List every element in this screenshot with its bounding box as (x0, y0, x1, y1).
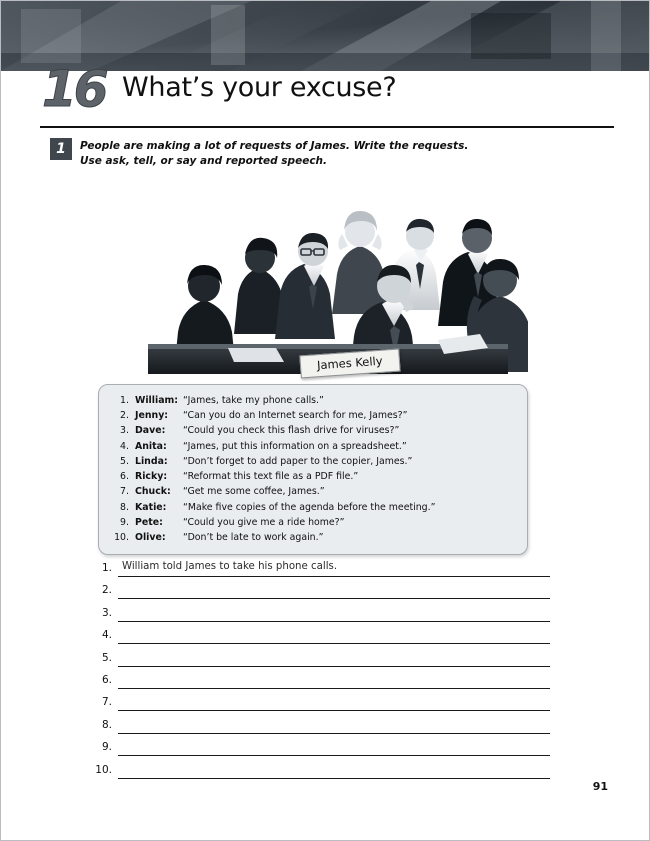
quote-number: 6. (120, 471, 129, 483)
exercise-directions (80, 139, 500, 169)
answer-rule (118, 576, 550, 577)
quote-text: “Make five copies of the agenda before the meeting.” (183, 501, 436, 513)
quote-number: 1. (120, 395, 129, 406)
quote-item (109, 439, 517, 454)
answer-number: 6. (101, 673, 112, 686)
answer-row[interactable] (90, 739, 550, 761)
quote-item (109, 515, 517, 530)
quote-number: 5. (120, 455, 129, 467)
quote-number: 7. (120, 486, 129, 498)
answer-row[interactable] (90, 560, 550, 582)
quote-item (109, 393, 517, 408)
page-number: 91 (592, 780, 608, 793)
answer-rule (118, 688, 550, 689)
answer-row[interactable] (90, 672, 550, 694)
quote-text: “James, put this information on a spreadsheet.” (183, 440, 407, 452)
quote-text: “Could you check this flash drive for viruses?” (183, 425, 400, 437)
quote-item (109, 530, 517, 545)
answer-number: 5. (101, 651, 112, 664)
quote-speaker: Linda: (135, 455, 168, 467)
answer-rule (118, 643, 550, 644)
quote-number: 2. (120, 410, 129, 422)
answer-row[interactable] (90, 605, 550, 627)
page-title: What’s your excuse? (122, 72, 397, 103)
quote-speaker: Anita: (135, 440, 167, 452)
answer-row[interactable] (90, 627, 550, 649)
office-meeting-illustration (108, 172, 528, 382)
answer-number: 9. (101, 741, 112, 754)
answer-number: 3. (101, 606, 112, 619)
quote-text: “Get me some coffee, James.” (183, 486, 325, 498)
answer-rule (118, 666, 550, 667)
quote-speaker: William: (135, 395, 179, 406)
header-divider (40, 126, 614, 128)
quote-number: 8. (120, 501, 129, 513)
quote-item (109, 454, 517, 469)
quote-item (109, 408, 517, 423)
answer-rule (118, 598, 550, 599)
quote-number: 9. (120, 516, 129, 528)
quote-speaker: Chuck: (135, 486, 171, 498)
quote-speaker: Pete: (135, 516, 163, 528)
quote-item (109, 484, 517, 499)
quote-text: “Don’t be late to work again.” (183, 532, 324, 544)
directions-line-1: People are making a lot of requests of James. Write the requests. (80, 140, 469, 152)
quote-text: “Don’t forget to add paper to the copier, James.” (183, 455, 413, 467)
answer-row[interactable] (90, 717, 550, 739)
answer-number: 2. (101, 584, 112, 597)
answer-number: 7. (101, 696, 112, 709)
answer-rule (118, 621, 550, 622)
answer-row[interactable] (90, 694, 550, 716)
quote-speaker: Katie: (135, 501, 167, 513)
quote-text: “Reformat this text file as a PDF file.” (183, 471, 359, 483)
quote-text: “Can you do an Internet search for me, James?” (183, 410, 408, 422)
answer-row[interactable] (90, 650, 550, 672)
answer-number: 1. (101, 562, 112, 574)
quote-speaker: Olive: (135, 532, 166, 544)
answer-lines (90, 560, 550, 784)
unit-number: 16 (42, 60, 106, 118)
answer-rule (118, 710, 550, 711)
quote-item (109, 469, 517, 484)
quote-number: 4. (120, 440, 129, 452)
quote-number: 3. (120, 425, 129, 437)
quote-speaker: Ricky: (135, 471, 168, 483)
answer-number: 8. (101, 718, 112, 731)
answer-rule (118, 733, 550, 734)
quote-item (109, 423, 517, 438)
answer-number: 10. (95, 763, 112, 776)
answer-row[interactable] (90, 582, 550, 604)
quotes-panel (98, 384, 528, 555)
answer-rule (118, 778, 550, 779)
exercise-number-badge: 1 (50, 138, 72, 160)
quote-number: 10. (114, 532, 129, 544)
quote-text: “Could you give me a ride home?” (183, 516, 345, 528)
nameplate: James Kelly (299, 349, 400, 379)
quote-speaker: Jenny: (135, 410, 169, 422)
answer-text[interactable]: William told James to take his phone calls. (122, 561, 338, 572)
quote-text: “James, take my phone calls.” (183, 395, 324, 406)
answer-rule (118, 755, 550, 756)
directions-line-2: Use ask, tell, or say and reported speech. (80, 155, 328, 168)
answer-number: 4. (101, 629, 112, 642)
quote-item (109, 500, 517, 515)
quote-speaker: Dave: (135, 425, 166, 437)
answer-row[interactable] (90, 762, 550, 784)
